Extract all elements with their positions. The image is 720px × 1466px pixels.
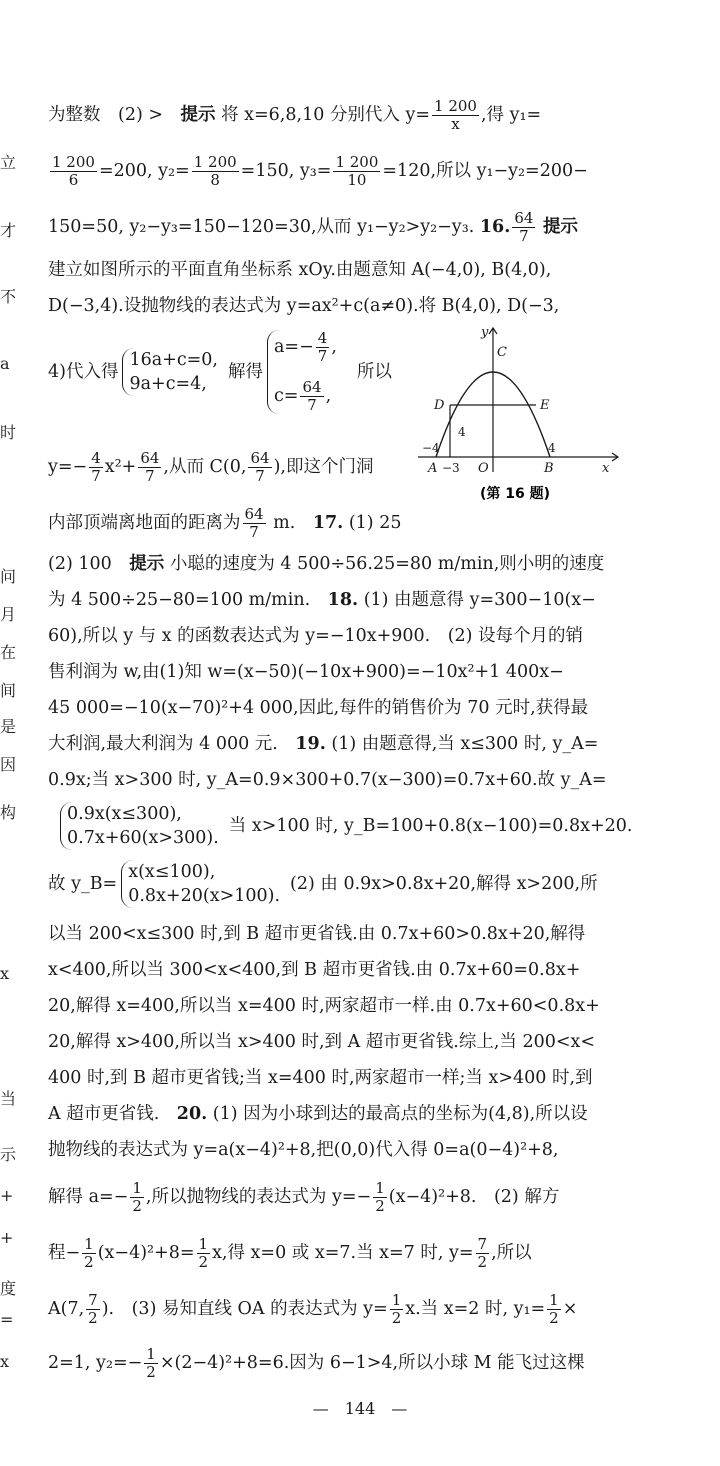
question-number: 19. [295,734,326,754]
equation-system: 16a+c=0, 9a+c=4, [122,348,218,396]
text-line: 程− $\frac{1}{2}$ (x−4)²+8= $\frac{1}{2}$ x,得 x=0 或 x=7.当 x=7 时, y= $\frac{7}{2}$ ,所以 [48,1235,532,1271]
figure-caption: (第 16 题) [480,486,551,502]
margin-char: = [0,1310,14,1329]
text-line: 2=1, y₂=− $\frac{1}{2}$ ×(2−4)²+8=6.因为 6−1>4,所以小球 M 能飞过这棵 [48,1345,585,1381]
label-a: A [428,461,438,476]
margin-char: 间 [0,681,17,700]
fraction: $\frac{1 200}{10}$ [335,153,379,189]
margin-char: 问 [0,567,17,586]
text-line: 为 4 500÷25−80=100 m/min. 18. (1) 由题意得 y=300−10(x− [48,590,596,610]
text-line: 大利润,最大利润为 4 000 元. 19. (1) 由题意得,当 x≤300 时, y_A= [48,734,599,754]
text: =120,所以 y₁−y₂=200− [382,161,588,181]
text: 为整数 (2) > [48,105,181,125]
text-line: 以当 200<x≤300 时,到 B 超市更省钱.由 0.7x+60>0.8x+20,解得 [48,924,586,944]
text-line: (2) 100 提示 小聪的速度为 4 500÷56.25=80 m/min,则小明的速度 [48,554,605,574]
text-line [48,210,680,245]
label-b: B [544,461,554,476]
text-line: 60),所以 y 与 x 的函数表达式为 y=−10x+900. (2) 设每个月的销 [48,626,584,646]
hint-label: 提示 [542,217,578,237]
margin-char: 度 [0,1279,17,1298]
text: =200, y₂= [98,161,190,181]
margin-char: 不 [0,287,17,306]
label-o: O [478,461,489,476]
fraction: $\frac{1 200}{6}$ [52,153,95,189]
margin-char: 时 [0,423,17,442]
hint-label: 提示 [129,554,165,574]
text: 将 x=6,8,10 分别代入 y= [215,105,431,125]
label-4: 4 [548,441,556,455]
margin-char: 示 [0,1145,17,1164]
margin-char: 构 [0,803,17,822]
margin-char: 当 [0,1089,17,1108]
margin-char: + [0,1186,14,1205]
fraction: $\frac{1 200}{8}$ [193,153,237,189]
question-number: 18. [327,590,359,610]
text: 当 x>100 时, y_B=100+0.8(x−100)=0.8x+20. [228,816,633,836]
equation-system-line [56,802,680,850]
margin-char: 是 [0,717,17,736]
text-line: 45 000=−10(x−70)²+4 000,因此,每件的销售价为 70 元时,获得最 [48,698,589,718]
fraction: $\frac{1 200}{x}$ [434,97,477,133]
label-neg4: −4 [422,441,440,455]
margin-char: 才 [0,221,17,240]
text-line: 400 时,到 B 超市更省钱;当 x=400 时,两家超市一样;当 x>400 时,到 [48,1068,593,1088]
equation-system: x(x≤100), 0.8x+20(x>100). [121,860,280,908]
hint-label: 提示 [180,105,216,125]
text-line: 解得 a=− $\frac{1}{2}$ ,所以抛物线的表达式为 y=− $\frac{1}{2}$ (x−4)²+8. (2) 解方 [48,1179,560,1215]
label-c: C [497,345,507,360]
margin-char: x [0,964,10,983]
text-line: x<400,所以当 300<x<400,到 B 超市更省钱.由 0.7x+60=0.8x+ [48,960,581,980]
margin-char: x [0,1352,10,1371]
text: 150=50, y₂−y₃=150−120=30,从而 y₁−y₂>y₂−y₃. [48,217,475,237]
question-number: 17. [312,513,344,533]
label-x: x [602,461,610,476]
margin-char: 立 [0,153,17,172]
text-line: A(7, $\frac{7}{2}$ ). (3) 易知直线 OA 的表达式为 y= $\frac{1}{2}$ x.当 x=2 时, y₁= $\frac{1}{2}$ × [48,1291,578,1327]
equation-system: 0.9x(x≤300), 0.7x+60(x>300). [60,802,219,850]
margin-char: a [0,354,10,373]
text-line: 0.9x;当 x>300 时, y_A=0.9×300+0.7(x−300)=0.7x+60.故 y_A= [48,770,607,790]
label-e: E [540,398,550,413]
label-neg3: −3 [442,461,460,475]
label-d: D [434,398,445,413]
text-line: 20,解得 x=400,所以当 x=400 时,两家超市一样.由 0.7x+60<0.8x+ [48,996,600,1016]
margin-char: 月 [0,605,17,624]
question-number: 16. [479,217,511,237]
text-line [48,98,680,133]
margin-char: + [0,1228,14,1247]
text: ,得 y₁= [480,105,542,125]
equation-system-line: 故 y_B= x(x≤100), 0.8x+20(x>100). (2) 由 0.9x>0.8x+20,解得 x>200,所 [48,862,598,906]
text: 4)代入得 [48,362,119,382]
text-line [48,154,680,189]
text-line: 20,解得 x>400,所以当 x>400 时,到 A 超市更省钱.综上,当 200<x< [48,1032,596,1052]
text-line: A 超市更省钱. 20. (1) 因为小球到达的最高点的坐标为(4,8),所以设 [48,1104,588,1124]
margin-char: 因 [0,755,17,774]
text-line: D(−3,4).设抛物线的表达式为 y=ax²+c(a≠0).将 B(4,0), D(−3, [48,296,560,316]
text: =150, y₃= [240,161,332,181]
parabola-figure [418,322,628,507]
text: 所以 [356,362,392,382]
fraction: $\frac{64}{7}$ [514,209,534,245]
text-line: 抛物线的表达式为 y=a(x−4)²+8,把(0,0)代入得 0=a(0−4)²+8, [48,1140,559,1160]
label-height-4: 4 [458,425,466,439]
text-line: 售利润为 w,由(1)知 w=(x−50)(−10x+900)=−10x²+1 400x− [48,662,564,682]
question-number: 20. [176,1104,208,1124]
page-number: — 144 — [312,1399,408,1418]
text-line: 建立如图所示的平面直角坐标系 xOy.由题意知 A(−4,0), B(4,0), [48,260,552,280]
text-line: y=− $\frac{4}{7}$ x²+ $\frac{64}{7}$ ,从而 C(0, $\frac{64}{7}$ ),即这个门洞 [48,449,374,485]
text: 解得 [228,362,263,382]
margin-char: 在 [0,643,17,662]
equation-system: a=− $\frac{4}{7}$ , c= $\frac{64}{7}$ , [267,330,337,414]
label-y: y [481,325,489,340]
text-line: 内部顶端离地面的距离为 $\frac{64}{7}$ m. 17. (1) 25 [48,505,402,541]
